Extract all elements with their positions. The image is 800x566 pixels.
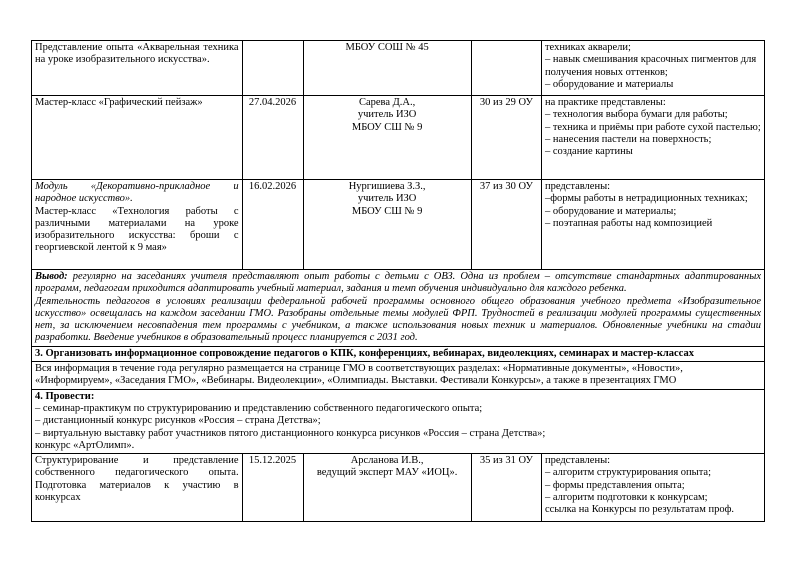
who-line: МБОУ СШ № 9 — [351, 205, 423, 217]
module-text: Модуль «Декоративно-прикладное и народное искусство». — [35, 181, 239, 205]
date-text: 15.12.2025 — [248, 455, 297, 467]
conclusion-row — [32, 270, 765, 347]
who-line: учитель ИЗО — [357, 109, 417, 121]
result-line: – техника и приёмы при работе сухой пастелью; — [544, 121, 761, 133]
result-line: – нанесения пастели на поверхность; — [544, 133, 712, 145]
event-cell — [32, 454, 243, 522]
who-line: Арсланова И.В., — [350, 455, 424, 467]
conclusion-text: Деятельность педагогов в условиях реализации федеральной рабочей программы основного общего образования учебного предмета «Изобразительное искусство» освещалась на каждом заседании ГМО. Разобраны отдельные темы модулей ФРП. Трудностей в реализации модулей программы существенных нет, за исключением несовпадения тем программы с учебником, а также использования новых техник и материалов. Обновленные учебники на стадии разработки. Введение учебников в образовательный процесс планируется с 2031 год. — [35, 295, 761, 344]
count-cell — [471, 41, 541, 96]
result-line: представлены: — [544, 181, 611, 192]
list-item: – дистанционный конкурс рисунков «Россия – страна Детства»; — [35, 415, 321, 427]
date-cell — [242, 454, 303, 522]
result-cell — [541, 41, 764, 96]
who-line: Сарева Д.А., — [358, 97, 416, 108]
count-text: 35 из 31 ОУ — [479, 455, 533, 467]
result-cell — [541, 454, 764, 522]
section-header-row — [32, 346, 765, 361]
section-text: Вся информация в течение года регулярно размещается на странице ГМО в соответствующих разделах: «Нормативные документы», «Новости», «Информируем», «Заседания ГМО», «Вебинары. Видеолекции», «Олимпиады. Выставки. Фестивали Конкурсы», а также в презентациях ГМО — [35, 363, 683, 387]
count-cell — [471, 454, 541, 522]
table-row — [32, 41, 765, 96]
table-row — [32, 96, 765, 180]
who-line: ведущий эксперт МАУ «ИОЦ». — [316, 467, 458, 479]
count-cell — [471, 96, 541, 180]
result-line: – алгоритм подготовки к конкурсам; — [544, 492, 708, 504]
result-cell — [541, 180, 764, 270]
result-cell — [541, 96, 764, 180]
list-item: – семинар-практикум по структурированию и представлению собственного педагогического опыта; — [35, 402, 483, 414]
event-cell — [32, 180, 243, 270]
section-header-row — [32, 389, 765, 453]
result-line: ссылка на Конкурсы по результатам проф. — [544, 504, 735, 516]
conclusion-cell — [32, 270, 765, 347]
list-item: – виртуальную выставку работ участников пятого дистанционного конкурса рисунков «Россия – страна Детства»; — [35, 427, 546, 439]
result-line: – навык смешивания красочных пигментов для получения новых оттенков; — [544, 54, 757, 78]
event-cell — [32, 41, 243, 96]
who-line: Нургишиева З.З., — [348, 181, 426, 192]
who-cell — [303, 454, 471, 522]
who-cell — [303, 41, 471, 96]
section4-cell — [32, 389, 765, 453]
list-item: конкурс «АртОлимп». — [35, 439, 135, 451]
event-cell — [32, 96, 243, 180]
who-cell — [303, 180, 471, 270]
section-title-text: 4. Провести: — [35, 390, 95, 402]
result-line: техниках акварели; — [544, 42, 631, 53]
section-title — [32, 346, 765, 361]
count-text: 37 из 30 ОУ — [479, 181, 533, 192]
result-line: – поэтапная работы над композицией — [544, 217, 713, 229]
table-row — [32, 454, 765, 522]
event-text: Мастер-класс «Технология работы с различными материалами на уроке изобразительного искусства: броши с георгиевской лентой к 9 мая» — [35, 205, 239, 254]
table-row — [32, 180, 765, 270]
section-title-text: 3. Организовать информационное сопровождение педагогов о КПК, конференциях, вебинарах, видеолекциях, семинарах и мастер-классах — [35, 347, 694, 359]
report-table — [31, 40, 765, 522]
date-text: 27.04.2026 — [248, 97, 297, 108]
count-text: 30 из 29 ОУ — [479, 97, 533, 108]
who-line: МБОУ СШ № 9 — [351, 121, 423, 133]
conclusion-text: регулярно на заседаниях учителя представляют опыт работы с детьми с ОВЗ. Одна из проблем – отсутствие стандартных адаптированных программ, педагогам приходится адаптировать учебный материал, задания и темп обучения индивидуально для каждого ребенка. — [35, 271, 761, 295]
date-text: 16.02.2026 — [248, 181, 297, 192]
who-line: учитель ИЗО — [357, 193, 417, 205]
section-text-cell — [32, 362, 765, 390]
event-text: Структурирование и представление собственного педагогического опыта. Подготовка материалов к участию в конкурсах — [35, 455, 239, 504]
event-text: Представление опыта «Акварельная техника на уроке изобразительного искусства». — [35, 42, 239, 66]
result-line: – формы представления опыта; — [544, 479, 685, 491]
event-text: Мастер-класс «Графический пейзаж» — [35, 97, 203, 108]
section-text-row — [32, 362, 765, 390]
result-line: – оборудование и материалы; — [544, 205, 677, 217]
conclusion-label: Вывод: — [35, 271, 68, 282]
date-cell — [242, 96, 303, 180]
who-line: МБОУ СОШ № 45 — [345, 42, 429, 53]
result-line: – технология выбора бумаги для работы; — [544, 109, 728, 121]
who-cell — [303, 96, 471, 180]
date-cell — [242, 180, 303, 270]
result-line: – создание картины — [544, 146, 633, 158]
count-cell — [471, 180, 541, 270]
result-line: – алгоритм структурирования опыта; — [544, 467, 712, 479]
result-line: –формы работы в нетрадиционных техниках; — [544, 193, 748, 205]
result-line: – оборудование и материалы — [544, 78, 674, 90]
result-line: на практике представлены: — [544, 97, 666, 108]
date-cell — [242, 41, 303, 96]
result-line: представлены: — [544, 455, 611, 467]
